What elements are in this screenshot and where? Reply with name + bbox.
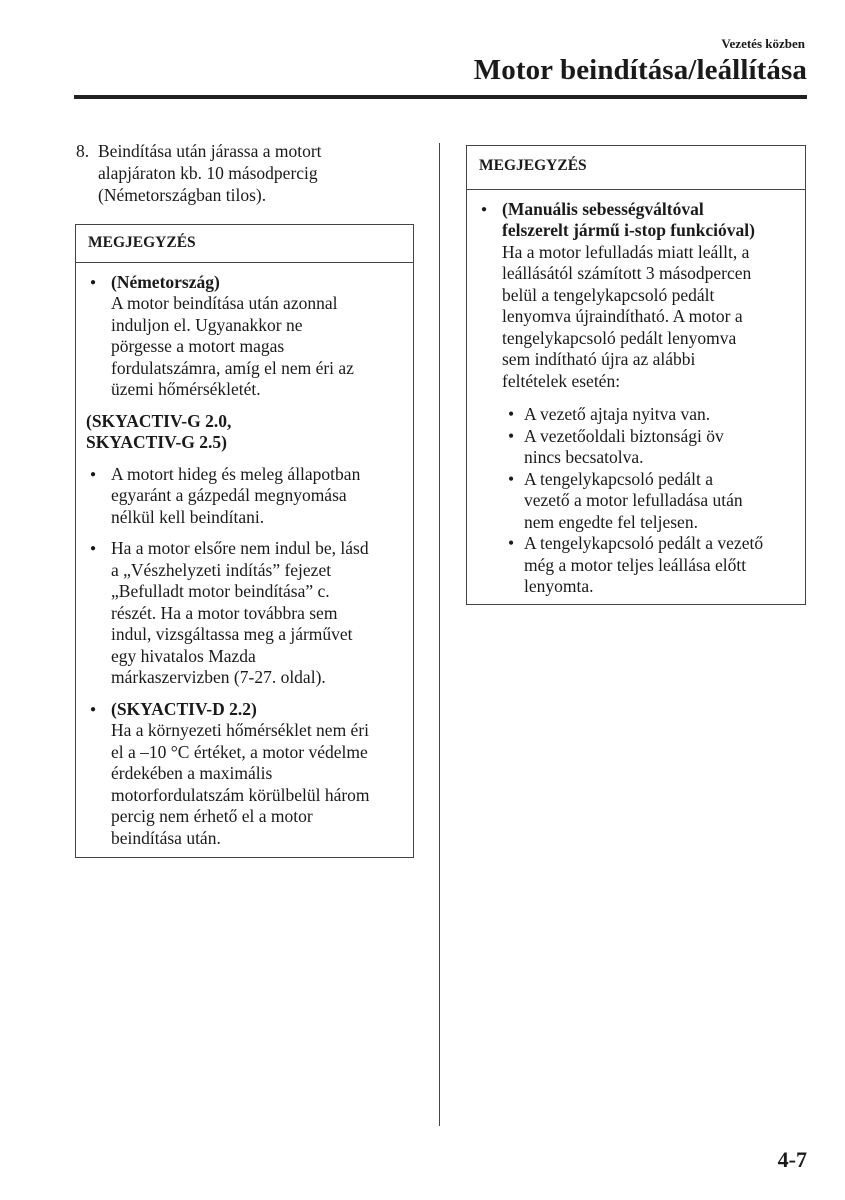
item-line: feltételek esetén: <box>502 370 621 391</box>
item-line: belül a tengelykapcsoló pedált <box>502 284 715 305</box>
condition-line: nem engedte fel teljesen. <box>524 511 698 532</box>
step-8 <box>76 140 406 206</box>
item-line: ● A motort hideg és meleg állapotban <box>111 463 361 484</box>
condition-line: • A vezető ajtaja nyitva van. <box>524 404 711 424</box>
step-number: 8. <box>76 141 90 161</box>
skyactiv-g-heading <box>86 411 403 454</box>
subhead-line: (SKYACTIV-G 2.0, <box>86 410 232 431</box>
step-line: (Németországban tilos). <box>98 185 267 205</box>
note-box-right <box>466 145 806 605</box>
item-line: részét. Ha a motor továbbra sem <box>111 602 338 623</box>
item-line: „Befulladt motor beindítása” c. <box>111 581 330 601</box>
step-line: Beindítása után járassa a motort <box>98 141 322 161</box>
item-line: tengelykapcsoló pedált lenyomva <box>502 327 737 348</box>
item-line: Ha a motor lefulladás miatt leállt, a <box>502 241 750 262</box>
item-line: leállásától számított 3 másodpercen <box>502 263 752 283</box>
condition-line: még a motor teljes leállása előtt <box>524 554 747 575</box>
note-item-cold-start <box>86 464 403 529</box>
item-title: ● (SKYACTIV-D 2.2) <box>111 698 257 719</box>
item-line: egyaránt a gázpedál megnyomása <box>111 485 347 505</box>
item-title-line: felszerelt jármű i-stop funkcióval) <box>502 220 755 240</box>
item-line: érdekében a maximális <box>111 763 273 783</box>
note-box-left <box>75 224 414 858</box>
item-line: beindítása után. <box>111 827 221 848</box>
condition-item <box>502 469 795 534</box>
condition-line: vezető a motor lefulladása után <box>524 490 743 510</box>
note-body <box>76 263 413 868</box>
item-line: márkaszervizben (7-27. oldal). <box>111 667 326 687</box>
item-line: indul, vizsgáltassa meg a járművet <box>111 624 353 644</box>
item-line: lenyomva újraindítható. A motor a <box>502 306 743 326</box>
note-body <box>467 190 805 616</box>
item-line: el a –10 °C értéket, a motor védelme <box>111 741 368 762</box>
condition-item <box>502 404 795 426</box>
condition-item <box>502 426 795 469</box>
condition-line: nincs becsatolva. <box>524 447 644 467</box>
item-line: Ha a környezeti hőmérséklet nem éri <box>111 720 370 740</box>
section-name: Vezetés közben <box>721 36 805 51</box>
note-item-germany <box>86 272 403 401</box>
subhead-line: SKYACTIV-G 2.5) <box>86 432 227 452</box>
note-item-diesel <box>86 699 403 850</box>
item-line: fordulatszámra, amíg el nem éri az <box>111 357 354 378</box>
item-line: motorfordulatszám körülbelül három <box>111 784 370 805</box>
step-line: alapjáraton kb. 10 másodpercig <box>98 163 318 183</box>
item-title-line: ● (Manuális sebességváltóval <box>502 198 704 219</box>
condition-line: • A tengelykapcsoló pedált a <box>524 468 714 489</box>
condition-item <box>502 533 795 598</box>
step-text <box>98 140 406 206</box>
item-line: sem indítható újra az alábbi <box>502 349 696 369</box>
item-line: a „Vészhelyzeti indítás” fejezet <box>111 559 332 580</box>
page-number: 4-7 <box>777 1147 807 1172</box>
note-item-start-failure <box>86 538 403 689</box>
column-divider <box>439 143 440 1126</box>
item-line: üzemi hőmérsékletét. <box>111 379 261 399</box>
header-rule <box>74 95 807 99</box>
item-line: A motor beindítása után azonnal <box>111 293 338 313</box>
note-heading: MEGJEGYZÉS <box>467 146 805 190</box>
condition-line: • A vezetőoldali biztonsági öv <box>524 425 724 446</box>
note-item-istop <box>477 199 795 598</box>
condition-line: lenyomta. <box>524 576 594 596</box>
note-heading: MEGJEGYZÉS <box>76 225 413 263</box>
item-line: nélkül kell beindítani. <box>111 506 265 527</box>
condition-list <box>502 404 795 598</box>
item-line: percig nem érhető el a motor <box>111 806 313 826</box>
item-line: egy hivatalos Mazda <box>111 645 256 666</box>
item-line: pörgesse a motort magas <box>111 336 285 356</box>
item-line: induljon el. Ugyanakkor ne <box>111 314 303 335</box>
item-title: ● (Németország) <box>111 271 220 292</box>
page-title: Motor beindítása/leállítása <box>473 54 807 86</box>
condition-line: • A tengelykapcsoló pedált a vezető <box>524 533 764 553</box>
item-line: ● Ha a motor elsőre nem indul be, lásd <box>111 538 369 558</box>
